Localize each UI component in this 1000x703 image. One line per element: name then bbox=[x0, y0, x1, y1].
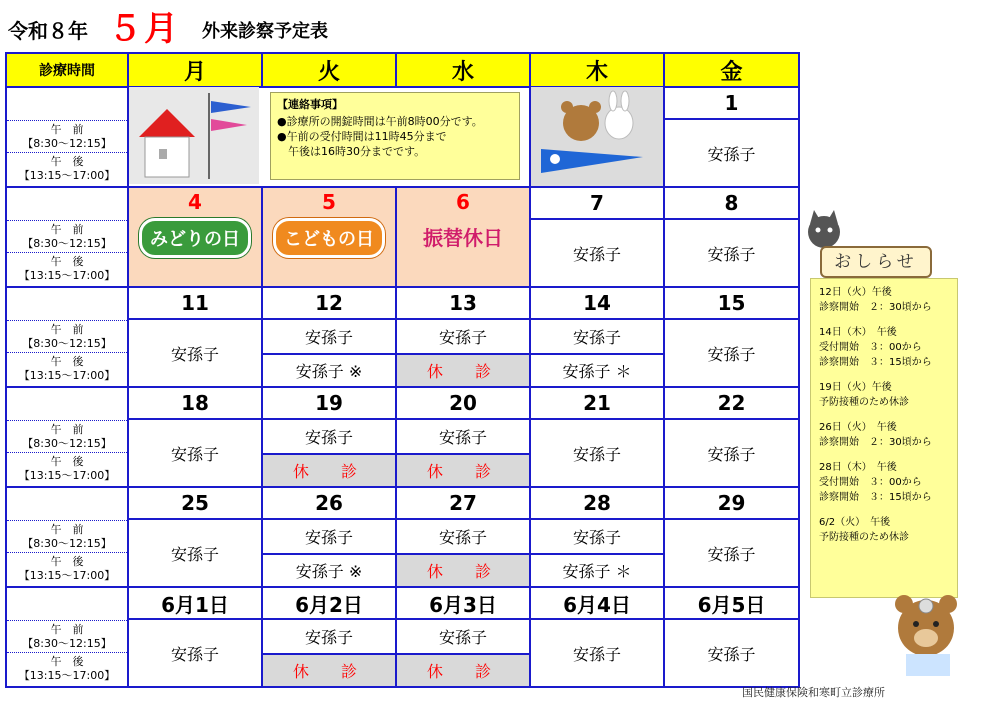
date-cell: 28 bbox=[530, 487, 664, 519]
am-session-cell: 安孫子 bbox=[262, 619, 396, 654]
date-cell: 15 bbox=[664, 287, 799, 319]
notice-item bbox=[819, 420, 949, 450]
notice-item-line: 14日（木） 午後 bbox=[819, 327, 897, 338]
pm-session-cell: 安孫子 ※ bbox=[262, 554, 396, 587]
pm-time: 【13:15～17:00】 bbox=[18, 469, 116, 482]
holiday-banner: みどりの日 bbox=[139, 218, 251, 258]
holiday-banner: こどもの日 bbox=[273, 218, 385, 258]
pm-session-cell: 安孫子 ※ bbox=[262, 354, 396, 387]
notice-item-line: 予防接種のため休診 bbox=[819, 532, 909, 543]
session-label-cell bbox=[6, 287, 128, 387]
am-label: 午 前 bbox=[50, 223, 84, 236]
date-cell: 20 bbox=[396, 387, 530, 419]
am-label: 午 前 bbox=[50, 623, 84, 636]
notice-item-line: 28日（木） 午後 bbox=[819, 462, 897, 473]
notice-item bbox=[819, 380, 949, 410]
notice-item-line: 診察開始 ３：15頃から bbox=[819, 492, 932, 503]
date-cell: 6月4日 bbox=[530, 587, 664, 619]
notice-item-line: 診察開始 ２：30頃から bbox=[819, 302, 932, 313]
notice-title: 【連絡事項】 bbox=[277, 98, 343, 111]
am-time: 【8:30～12:15】 bbox=[22, 637, 112, 650]
session-label-cell bbox=[6, 187, 128, 287]
date-cell: 13 bbox=[396, 287, 530, 319]
session-label-cell bbox=[6, 87, 128, 187]
day-header-wed: 水 bbox=[396, 53, 530, 87]
closed-cell: 休 診 bbox=[396, 654, 530, 687]
date-cell: 25 bbox=[128, 487, 262, 519]
day-header-thu: 木 bbox=[530, 53, 664, 87]
am-session-cell: 安孫子 bbox=[262, 319, 396, 354]
pm-label: 午 後 bbox=[50, 655, 84, 668]
am-time: 【8:30～12:15】 bbox=[22, 537, 112, 550]
holiday-cell bbox=[128, 187, 262, 287]
doctor-cell: 安孫子 bbox=[530, 619, 664, 687]
date-cell: 27 bbox=[396, 487, 530, 519]
notice-item bbox=[819, 325, 949, 370]
am-session-cell: 安孫子 bbox=[262, 419, 396, 454]
era-year: 令和８年 bbox=[8, 19, 88, 43]
notice-item bbox=[819, 460, 949, 505]
notice-line: ●診療所の開錠時間は午前8時00分です。 bbox=[277, 115, 483, 128]
notice-item-line: 19日（火）午後 bbox=[819, 382, 892, 393]
am-time: 【8:30～12:15】 bbox=[22, 137, 112, 150]
date-cell: 6月5日 bbox=[664, 587, 799, 619]
am-session-cell: 安孫子 bbox=[262, 519, 396, 554]
day-header-tue: 火 bbox=[262, 53, 396, 87]
doctor-cell: 安孫子 bbox=[664, 519, 799, 587]
pm-label: 午 後 bbox=[50, 255, 84, 268]
doctor-cell: 安孫子 bbox=[530, 419, 664, 487]
doctor-cell: 安孫子 bbox=[664, 619, 799, 687]
holiday-banner: 振替休日 bbox=[423, 226, 503, 250]
pm-label: 午 後 bbox=[50, 355, 84, 368]
notice-line: ●午前の受付時間は11時45分まで bbox=[277, 130, 447, 143]
side-notice-panel bbox=[810, 278, 958, 598]
pm-session-cell: 安孫子 ＊ bbox=[530, 554, 664, 587]
pm-time: 【13:15～17:00】 bbox=[18, 169, 116, 182]
day-header-mon: 月 bbox=[128, 53, 262, 87]
date-cell: 19 bbox=[262, 387, 396, 419]
week-row bbox=[6, 287, 799, 319]
doctor-bear-illustration bbox=[882, 588, 962, 678]
date-cell: 6月1日 bbox=[128, 587, 262, 619]
notice-heading: おしらせ bbox=[820, 246, 932, 278]
notice-item-line: 6/2（火） 午後 bbox=[819, 517, 891, 528]
doctor-cell: 安孫子 bbox=[664, 219, 799, 287]
date-number: 6 bbox=[456, 190, 470, 214]
pm-time: 【13:15～17:00】 bbox=[18, 669, 116, 682]
am-session-cell: 安孫子 bbox=[396, 319, 530, 354]
am-time: 【8:30～12:15】 bbox=[22, 237, 112, 250]
koinobori-house-illustration bbox=[129, 87, 259, 184]
doctor-cell: 安孫子 bbox=[128, 419, 262, 487]
date-number: 4 bbox=[188, 190, 202, 214]
am-label: 午 前 bbox=[50, 323, 84, 336]
holiday-cell bbox=[262, 187, 396, 287]
doctor-cell: 安孫子 bbox=[128, 619, 262, 687]
am-time: 【8:30～12:15】 bbox=[22, 337, 112, 350]
notice-item-line: 診察開始 ３：15頃から bbox=[819, 357, 932, 368]
holiday-cell bbox=[396, 187, 530, 287]
closed-cell: 休 診 bbox=[396, 554, 530, 587]
doctor-cell: 安孫子 bbox=[128, 519, 262, 587]
am-session-cell: 安孫子 bbox=[530, 319, 664, 354]
week-row bbox=[6, 187, 799, 219]
pm-label: 午 後 bbox=[50, 455, 84, 468]
notice-item-line: 診察開始 ２：30頃から bbox=[819, 437, 932, 448]
doctor-cell: 安孫子 bbox=[530, 219, 664, 287]
pm-session-cell: 安孫子 ＊ bbox=[530, 354, 664, 387]
page-title bbox=[8, 10, 328, 50]
closed-cell: 休 診 bbox=[396, 454, 530, 487]
week-row bbox=[6, 487, 799, 519]
date-cell: 26 bbox=[262, 487, 396, 519]
am-session-cell: 安孫子 bbox=[396, 619, 530, 654]
am-session-cell: 安孫子 bbox=[396, 519, 530, 554]
am-session-cell: 安孫子 bbox=[396, 419, 530, 454]
date-cell: 21 bbox=[530, 387, 664, 419]
pm-time: 【13:15～17:00】 bbox=[18, 269, 116, 282]
week-row bbox=[6, 587, 799, 619]
bear-koinobori-illustration bbox=[531, 87, 663, 184]
closed-cell: 休 診 bbox=[262, 654, 396, 687]
notice-item-line: 26日（火） 午後 bbox=[819, 422, 897, 433]
hour-header: 診療時間 bbox=[6, 53, 128, 87]
session-label-cell bbox=[6, 387, 128, 487]
am-label: 午 前 bbox=[50, 123, 84, 136]
am-time: 【8:30～12:15】 bbox=[22, 437, 112, 450]
date-number: 5 bbox=[322, 190, 336, 214]
week-row bbox=[6, 387, 799, 419]
notice-item-line: 予防接種のため休診 bbox=[819, 397, 909, 408]
closed-cell: 休 診 bbox=[262, 454, 396, 487]
notice-item-line: 受付開始 ３：00から bbox=[819, 342, 922, 353]
date-cell: 12 bbox=[262, 287, 396, 319]
date-cell: 18 bbox=[128, 387, 262, 419]
date-cell: 11 bbox=[128, 287, 262, 319]
date-cell: 6月2日 bbox=[262, 587, 396, 619]
notice-item bbox=[819, 515, 949, 545]
doctor-cell: 安孫子 bbox=[664, 119, 799, 187]
pm-label: 午 後 bbox=[50, 155, 84, 168]
pm-time: 【13:15～17:00】 bbox=[18, 569, 116, 582]
am-label: 午 前 bbox=[50, 423, 84, 436]
date-cell: 6月3日 bbox=[396, 587, 530, 619]
date-cell: 7 bbox=[530, 187, 664, 219]
date-cell: 22 bbox=[664, 387, 799, 419]
header-row bbox=[6, 53, 799, 87]
closed-cell: 休 診 bbox=[396, 354, 530, 387]
date-cell: 8 bbox=[664, 187, 799, 219]
pm-time: 【13:15～17:00】 bbox=[18, 369, 116, 382]
day-header-fri: 金 bbox=[664, 53, 799, 87]
notice-item-line: 12日（火）午後 bbox=[819, 287, 892, 298]
session-label-cell bbox=[6, 487, 128, 587]
am-session-cell: 安孫子 bbox=[530, 519, 664, 554]
date-cell: 29 bbox=[664, 487, 799, 519]
schedule-title: 外来診察予定表 bbox=[202, 21, 328, 42]
doctor-cell: 安孫子 bbox=[664, 319, 799, 387]
pm-label: 午 後 bbox=[50, 555, 84, 568]
month-label: ５月 bbox=[108, 9, 180, 49]
notice-item bbox=[819, 285, 949, 315]
doctor-cell: 安孫子 bbox=[664, 419, 799, 487]
date-cell: 1 bbox=[664, 87, 799, 119]
date-cell: 14 bbox=[530, 287, 664, 319]
am-label: 午 前 bbox=[50, 523, 84, 536]
session-label-cell bbox=[6, 587, 128, 687]
notice-box bbox=[270, 92, 520, 180]
doctor-cell: 安孫子 bbox=[128, 319, 262, 387]
clinic-name: 国民健康保険和寒町立診療所 bbox=[742, 686, 885, 699]
notice-line: 午後は16時30分までです。 bbox=[277, 145, 426, 158]
notice-item-line: 受付開始 ３：00から bbox=[819, 477, 922, 488]
